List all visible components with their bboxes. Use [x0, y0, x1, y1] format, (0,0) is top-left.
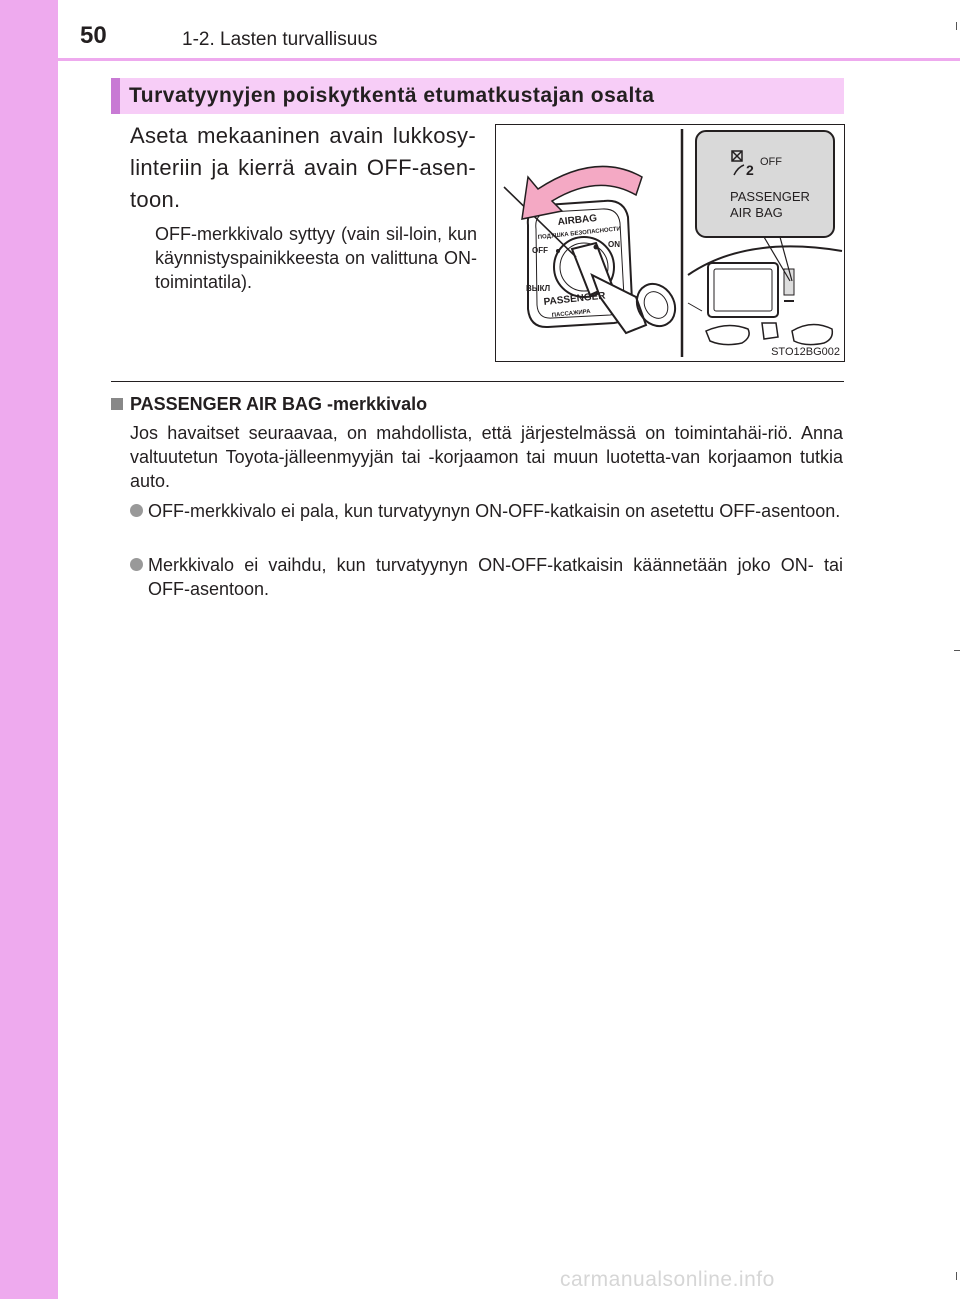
figure-code: STO12BG002: [771, 346, 840, 358]
illustration-drawing: [496, 125, 844, 361]
switch-off-ru-label: ВЫКЛ: [526, 284, 551, 293]
switch-airbag-ru-label: ПОДУШКА БЕЗОПАСНОСТИ: [537, 226, 622, 241]
bullet-dot-icon: [130, 558, 143, 571]
indicator-airbag-label: AIR BAG: [730, 205, 783, 220]
header-rule: [58, 58, 960, 61]
chapter-title: 1-2. Lasten turvallisuus: [182, 29, 378, 50]
section-title: Turvatyynyjen poiskytkentä etumatkustajan osalta: [129, 84, 655, 107]
bullet-dot-icon: [130, 504, 143, 517]
indicator-passenger-label: PASSENGER: [730, 189, 810, 204]
list-item-text: OFF-merkkivalo ei pala, kun turvatyynyn ON-OFF-katkaisin on asetettu OFF-asentoon.: [148, 501, 841, 521]
page-number: 50: [80, 22, 107, 49]
crop-mark: [956, 1272, 957, 1280]
section-divider: [111, 381, 844, 382]
crop-mark: [956, 22, 957, 30]
switch-passenger-ru-label: ПАССАЖИРА: [551, 308, 591, 319]
list-item: [130, 499, 843, 523]
switch-airbag-label: AIRBAG: [557, 212, 598, 228]
switch-passenger-label: PASSENGER: [543, 290, 607, 308]
step-instruction: Aseta mekaaninen avain lukkosy-linteriin ja kierrä avain OFF-asen-toon.: [130, 123, 476, 212]
crop-mark: [954, 650, 960, 651]
airbag-switch-illustration: [495, 124, 845, 362]
svg-text:2: 2: [746, 162, 754, 178]
side-color-band: [0, 0, 58, 1299]
subsection-heading-text: PASSENGER AIR BAG -merkkivalo: [130, 394, 428, 414]
watermark: carmanualsonline.info: [560, 1268, 775, 1291]
subsection-paragraph: Jos havaitset seuraavaa, on mahdollista, että järjestelmässä on toimintahäi-riö. Anna valtuutetun Toyota-jälleenmyyjän tai -korjaamon tai muun luotetta-van korjaamon tutkia auto.: [130, 423, 843, 491]
list-item: [130, 553, 843, 601]
subsection-heading: [111, 394, 427, 415]
indicator-off-label: OFF: [760, 156, 782, 168]
switch-off-label: OFF: [532, 246, 548, 255]
step-note: OFF-merkkivalo syttyy (vain sil-loin, kun käynnistyspainikkeesta on valittuna ON-toimintatila).: [155, 224, 477, 292]
heading-square-icon: [111, 398, 123, 410]
list-item-text: Merkkivalo ei vaihdu, kun turvatyynyn ON-OFF-katkaisin käännetään joko ON- tai OFF-asentoon.: [148, 555, 843, 599]
section-bar-accent: [111, 78, 120, 114]
switch-on-label: ON: [608, 240, 620, 249]
